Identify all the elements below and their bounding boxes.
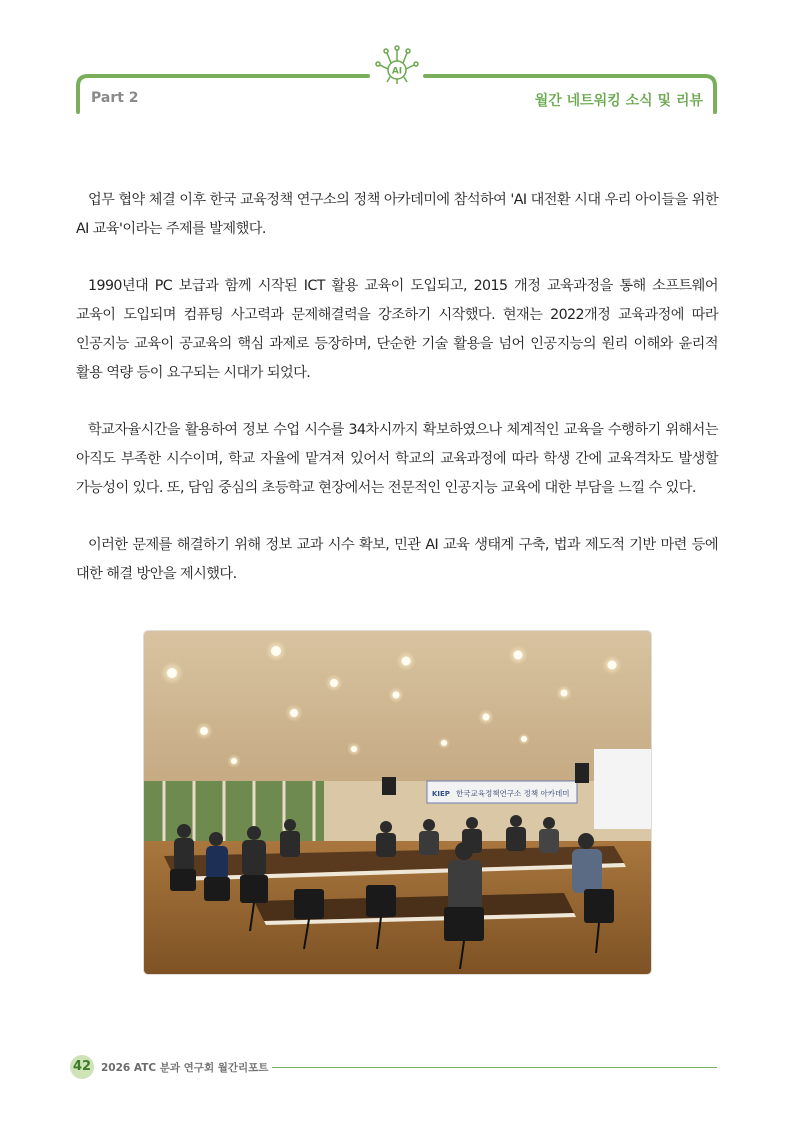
article-body: [76, 186, 718, 617]
banner-logo: KIEP: [432, 790, 450, 798]
paragraph-1: 업무 협약 체결 이후 한국 교육정책 연구소의 정책 아카데미에 참석하여 'AI 대전환 시대 우리 아이들을 위한 AI 교육'이라는 주제를 발제했다.: [76, 192, 718, 237]
part-label: Part 2: [91, 90, 139, 106]
page-number: 42: [70, 1055, 94, 1079]
paragraph-4: 이러한 문제를 해결하기 위해 정보 교과 시수 확보, 민관 AI 교육 생태계 구축, 법과 제도적 기반 마련 등에 대한 해결 방안을 제시했다.: [76, 537, 718, 582]
section-title: 월간 네트워킹 소식 및 리뷰: [534, 93, 703, 109]
paragraph-2: 1990년대 PC 보급과 함께 시작된 ICT 활용 교육이 도입되고, 2015 개정 교육과정을 통해 소프트웨어 교육이 도입되며 컴퓨팅 사고력과 문제해결력을 강조하기 시작했다. 현재는 2022개정 교육과정에 따라 인공지능 교육이 공교육의 핵심 과제로 등장하며, 단순한 기술 활용을 넘어 인공지능의 원리 이해와 윤리적 활용 역량 등이 요구되는 시대가 되었다.: [76, 278, 718, 381]
paragraph-3: 학교자율시간을 활용하여 정보 수업 시수를 34차시까지 확보하였으나 체계적인 교육을 수행하기 위해서는 아직도 부족한 시수이며, 학교 자율에 맡겨져 있어서 학교의 교육과정에 따라 학생 간에 교육격차도 발생할 가능성이 있다. 또, 담임 중심의 초등학교 현장에서는 전문적인 인공지능 교육에 대한 부담을 느낄 수 있다.: [76, 422, 718, 496]
emblem-text: AI: [391, 66, 403, 77]
ai-emblem-icon: [374, 42, 420, 88]
footer-divider: [272, 1067, 717, 1068]
footer-publication: 2026 ATC 분과 연구회 월간리포트: [101, 1062, 269, 1074]
banner-text: 한국교육정책연구소 정책 아카데미: [456, 789, 570, 798]
conference-photo: [143, 630, 652, 975]
